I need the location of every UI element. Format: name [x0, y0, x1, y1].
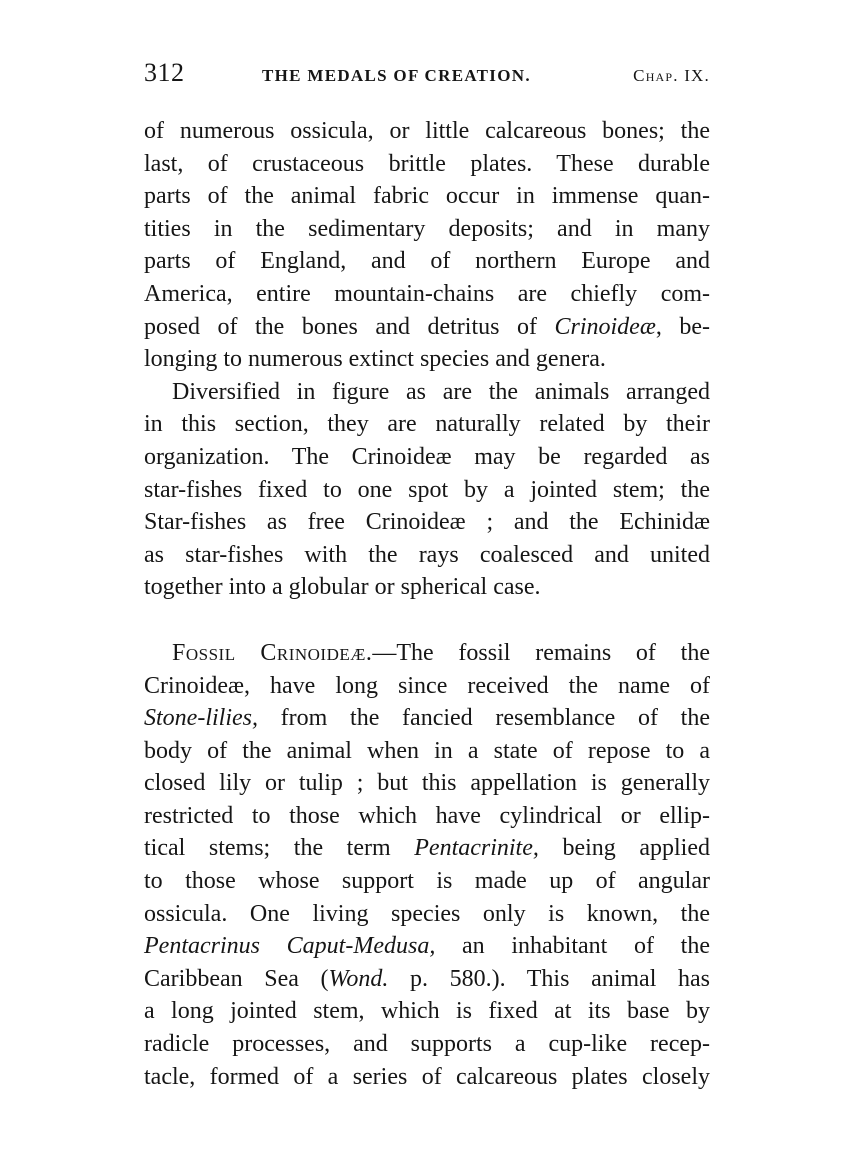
text-run: Caribbean Sea (: [144, 965, 329, 992]
section-spacer: [144, 604, 710, 637]
text-run: being applied: [538, 835, 710, 862]
body-text: [144, 115, 710, 1093]
text-run: p. 580.). This animal has: [388, 965, 710, 992]
text-line: tacle, formed of a series of calcareous plates closely: [144, 1063, 710, 1090]
text-line: a long jointed stem, which is fixed at its base by: [144, 998, 710, 1025]
section-heading: Fossil: [172, 639, 236, 666]
text-line: organization. The Crinoideæ may be regarded as: [144, 443, 710, 470]
text-run: tical stems; the term: [144, 835, 415, 862]
text-line: closed lily or tulip ; but this appellation is generally: [144, 770, 710, 797]
text-run: posed of the bones and detritus of: [144, 313, 555, 340]
text-line: tities in the sedimentary deposits; and in many: [144, 215, 710, 242]
italic-term: Pentacrinite,: [414, 835, 539, 862]
text-line: radicle processes, and supports a cup-like recep-: [144, 1031, 710, 1058]
text-line: longing to numerous extinct species and genera.: [144, 346, 606, 373]
italic-term: Wond.: [328, 965, 389, 992]
text-line: parts of the animal fabric occur in immense quan-: [144, 183, 710, 210]
text-line: ossicula. One living species only is known, the: [144, 900, 710, 927]
running-title: THE MEDALS OF CREATION.: [262, 66, 531, 85]
text-line: [144, 963, 710, 996]
text-line: star-fishes fixed to one spot by a jointed stem; the: [144, 476, 710, 503]
text-run: an inhabitant of the: [435, 933, 710, 960]
italic-term: Pentacrinus Caput-Medusa,: [144, 933, 436, 960]
text-line: as star-fishes with the rays coalesced and united: [144, 541, 710, 568]
chapter-label: Chap. IX.: [633, 66, 710, 85]
text-line: America, entire mountain-chains are chiefly com-: [144, 280, 710, 307]
text-line: last, of crustaceous brittle plates. These durable: [144, 150, 710, 177]
text-line: restricted to those which have cylindrical or ellip-: [144, 802, 710, 829]
text-line: parts of England, and of northern Europe and: [144, 248, 710, 275]
text-line: to those whose support is made up of angular: [144, 868, 710, 895]
text-line: together into a globular or spherical case.: [144, 574, 541, 601]
section-heading: Crinoideæ.: [260, 639, 373, 666]
text-line: Crinoideæ, have long since received the name of: [144, 672, 710, 699]
section-heading-line: [144, 637, 710, 670]
text-line: Diversified in figure as are the animals arranged: [172, 378, 710, 405]
text-run: , be-: [655, 313, 710, 340]
text-line: of numerous ossicula, or little calcareous bones; the: [144, 118, 710, 144]
italic-term: Stone-lilies,: [144, 705, 258, 732]
page-number: 312: [144, 58, 185, 87]
text-line: in this section, they are naturally related by their: [144, 411, 710, 438]
text-run: —The fossil remains of the: [372, 639, 711, 666]
italic-term: Crinoideæ: [554, 313, 656, 340]
text-line: [144, 311, 710, 344]
text-run: from the fancied resemblance of the: [257, 705, 710, 732]
text-line: [144, 930, 710, 963]
text-line: Star-fishes as free Crinoideæ ; and the Echinidæ: [144, 509, 710, 536]
text-line: [144, 832, 710, 865]
text-line: [144, 702, 710, 735]
text-line: body of the animal when in a state of repose to a: [144, 737, 710, 764]
running-head: [144, 58, 710, 92]
